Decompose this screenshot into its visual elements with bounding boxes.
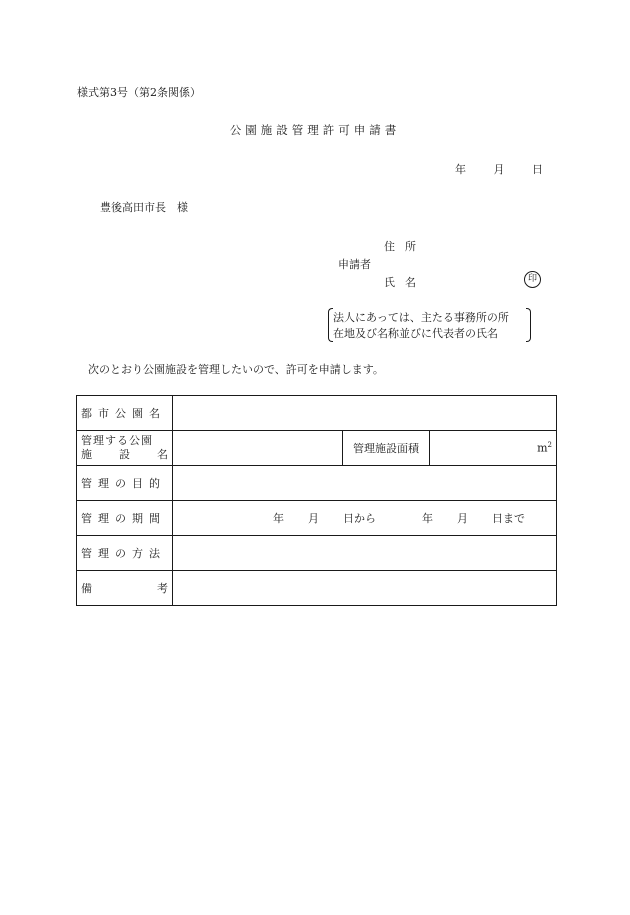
intro-text: 次のとおり公園施設を管理したいので、許可を申請します。: [88, 363, 384, 376]
purpose-label: 管理の目的: [77, 466, 173, 501]
remarks-label-spread: [81, 580, 168, 596]
period-from-day: 日から: [343, 512, 376, 525]
period-from-year: 年: [273, 512, 284, 525]
period-values: [177, 510, 552, 526]
facility-label-line1: 管理する公園: [81, 434, 153, 447]
document-title: 公園施設管理許可申請書: [229, 123, 401, 137]
table-row: [77, 571, 557, 606]
park-name-label: 都市公園名: [77, 396, 173, 431]
method-field[interactable]: [173, 536, 557, 571]
corporation-note-line2: 在地及び名称並びに代表者の氏名: [333, 327, 498, 340]
seal-mark: 印: [524, 271, 541, 288]
remarks-label: [77, 571, 173, 606]
name-label: 氏名: [384, 276, 426, 289]
application-table: [76, 395, 557, 606]
facility-name-label: [77, 431, 173, 466]
address-label: 住所: [384, 240, 426, 253]
area-label: 管理施設面積: [343, 431, 430, 466]
facility-label-char: 施: [81, 448, 92, 461]
period-to-month: 月: [457, 512, 468, 525]
period-to-year: 年: [422, 512, 433, 525]
applicant-label: 申請者: [338, 258, 371, 271]
area-field[interactable]: [430, 431, 557, 466]
bracket-right: [526, 308, 531, 342]
remarks-char: 備: [81, 582, 92, 595]
area-unit-sup: 2: [547, 441, 552, 450]
period-label: 管理の期間: [77, 501, 173, 536]
remarks-char: 考: [157, 582, 168, 595]
form-id: 様式第3号（第2条関係）: [77, 86, 201, 99]
period-field[interactable]: [173, 501, 557, 536]
corporation-note: [333, 310, 509, 342]
facility-name-field[interactable]: [173, 431, 343, 466]
table-row: [77, 536, 557, 571]
date-month: 月: [493, 163, 505, 176]
table-row: [77, 501, 557, 536]
date-line: [455, 161, 543, 177]
period-from-month: 月: [308, 512, 319, 525]
facility-label-line2: [81, 448, 168, 462]
addressee: 豊後高田市長 様: [100, 201, 188, 214]
period-to-day: 日まで: [492, 512, 525, 525]
table-row: [77, 396, 557, 431]
remarks-field[interactable]: [173, 571, 557, 606]
facility-label-char: 名: [157, 448, 168, 461]
date-year: 年: [455, 163, 466, 176]
purpose-field[interactable]: [173, 466, 557, 501]
date-day: 日: [532, 163, 543, 176]
method-label: 管理の方法: [77, 536, 173, 571]
table-row: [77, 466, 557, 501]
corporation-note-line1: 法人にあっては、主たる事務所の所: [333, 311, 509, 324]
facility-label-char: 設: [119, 448, 130, 461]
park-name-field[interactable]: [173, 396, 557, 431]
area-unit: m: [537, 441, 548, 455]
table-row: [77, 431, 557, 466]
